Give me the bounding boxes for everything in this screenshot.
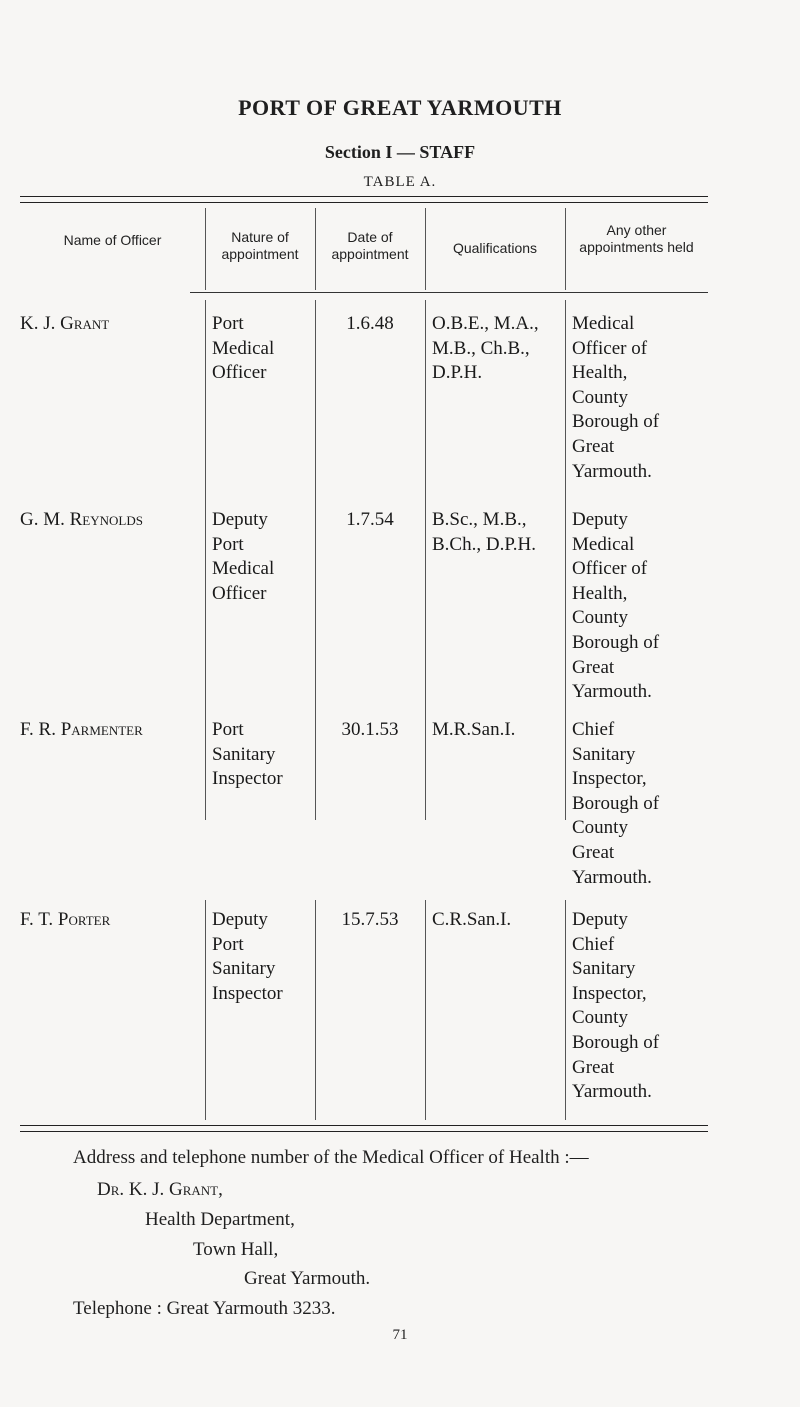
appointment-date: 15.7.53 <box>341 909 399 930</box>
body-divider <box>205 300 206 820</box>
telephone-line: Telephone : Great Yarmouth 3233. <box>73 1298 336 1319</box>
address-line: Health Department, <box>145 1209 295 1230</box>
header-date-of-appointment: Date of appointment <box>331 229 409 262</box>
page-number: 71 <box>392 1327 408 1343</box>
qualifications: C.R.San.I. <box>432 909 512 930</box>
appointment-date: 30.1.53 <box>341 719 399 740</box>
officer-name: F. R. Parmenter <box>20 719 143 740</box>
header-divider <box>425 208 426 290</box>
appointment-nature: Deputy Port Sanitary Inspector <box>212 909 283 1004</box>
body-divider <box>425 900 426 1120</box>
officer-name: G. M. Reynolds <box>20 509 143 530</box>
header-qualifications: Qualifications <box>452 240 538 256</box>
body-divider <box>565 300 566 820</box>
header-divider <box>315 208 316 290</box>
body-divider <box>205 900 206 1120</box>
other-appointments: Deputy Medical Officer of Health, County Borough of Great Yarmouth. <box>572 509 660 703</box>
other-appointments: Medical Officer of Health, County Borough of Great Yarmouth. <box>572 313 660 482</box>
qualifications: M.R.San.I. <box>432 719 516 740</box>
body-divider <box>315 900 316 1120</box>
officer-name: F. T. Porter <box>20 909 111 930</box>
qualifications: B.Sc., M.B., B.Ch., D.P.H. <box>432 509 536 555</box>
appointment-date: 1.7.54 <box>346 509 394 530</box>
header-other-appointments: Any other appointments held <box>579 222 694 255</box>
header-divider <box>205 208 206 290</box>
body-divider <box>565 900 566 1120</box>
address-line: Town Hall, <box>193 1239 279 1260</box>
officer-name: K. J. Grant <box>20 313 110 334</box>
appointment-nature: Port Sanitary Inspector <box>212 719 283 790</box>
header-rule <box>190 292 708 293</box>
table-label: TABLE A. <box>363 174 437 190</box>
page-title: PORT OF GREAT YARMOUTH <box>238 95 562 120</box>
section-heading: Section I — STAFF <box>324 142 476 162</box>
header-name-of-officer: Name of Officer <box>63 232 162 248</box>
other-appointments: Deputy Chief Sanitary Inspector, County Borough of Great Yarmouth. <box>572 909 660 1103</box>
appointment-date: 1.6.48 <box>346 313 394 334</box>
qualifications: O.B.E., M.A., M.B., Ch.B., D.P.H. <box>432 313 539 384</box>
address-name: Dr. K. J. Grant, <box>97 1179 223 1200</box>
body-divider <box>425 300 426 820</box>
header-nature-of-appointment: Nature of appointment <box>221 229 299 262</box>
other-appointments: Chief Sanitary Inspector, Borough of County Great Yarmouth. <box>572 719 660 888</box>
address-line: Great Yarmouth. <box>244 1268 371 1289</box>
address-intro: Address and telephone number of the Medical Officer of Health :— <box>73 1147 589 1168</box>
appointment-nature: Port Medical Officer <box>212 313 275 384</box>
bottom-double-rule <box>20 1125 708 1132</box>
appointment-nature: Deputy Port Medical Officer <box>212 509 275 604</box>
top-double-rule <box>20 196 708 203</box>
header-divider <box>565 208 566 290</box>
